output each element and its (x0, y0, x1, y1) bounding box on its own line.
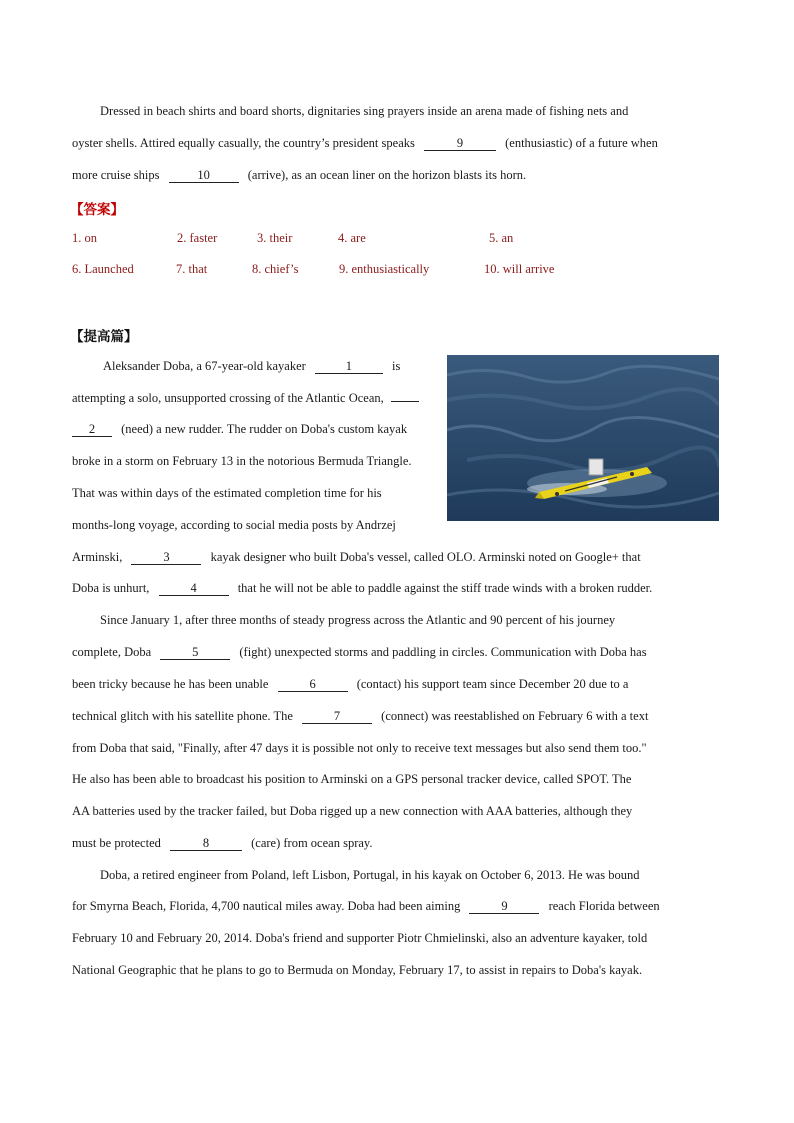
blank-3[interactable]: 3 (131, 550, 201, 565)
text: technical glitch with his satellite phone. The (72, 709, 293, 723)
answer-item: 5. an (489, 231, 514, 245)
text: must be protected (72, 836, 161, 850)
blank-1[interactable]: 1 (315, 359, 383, 374)
blank-2[interactable]: 2 (72, 422, 112, 437)
passage1-line2 (72, 135, 658, 151)
text: reach Florida between (548, 899, 660, 913)
answers-heading: 【答案】 (70, 202, 124, 218)
s2-line4: broke in a storm on February 13 in the notorious Bermuda Triangle. (72, 454, 412, 468)
s2-p3-line1: Doba, a retired engineer from Poland, left Lisbon, Portugal, in his kayak on October 6, 2013. He was bound (100, 868, 640, 882)
answer-item: 1. on (72, 231, 97, 245)
s2-p2-line8 (72, 835, 372, 851)
text: (fight) unexpected storms and paddling in circles. Communication with Doba has (239, 645, 647, 659)
answer-item: 10. will arrive (484, 262, 555, 276)
s2-line8 (72, 580, 652, 596)
s2-p2-line6: He also has been able to broadcast his position to Arminski on a GPS personal tracker device, called SPOT. The (72, 772, 632, 786)
s2-line7 (72, 549, 641, 565)
text: been tricky because he has been unable (72, 677, 269, 691)
ocean-kayak-image (447, 355, 719, 521)
s2-p2-line5: from Doba that said, "Finally, after 47 days it is possible not only to receive text messages but also send them too." (72, 741, 647, 755)
text: Doba is unhurt, (72, 581, 150, 595)
s2-p2-line2 (72, 644, 647, 660)
text: Arminski, (72, 550, 123, 564)
blank-9[interactable]: 9 (424, 136, 496, 151)
s2-p2-line4 (72, 708, 648, 724)
s2-p3-line4: National Geographic that he plans to go to Bermuda on Monday, February 17, to assist in repairs to Doba's kayak. (72, 963, 643, 977)
text: Aleksander Doba, a 67-year-old kayaker (103, 359, 306, 373)
s2-line1 (103, 358, 400, 374)
text: complete, Doba (72, 645, 152, 659)
passage1-line3 (72, 167, 526, 183)
s2-p3-line3: February 10 and February 20, 2014. Doba's friend and supporter Piotr Chmielinski, also an adventure kayaker, told (72, 931, 648, 945)
s2-p2-line7: AA batteries used by the tracker failed, but Doba rigged up a new connection with AAA batteries, although they (72, 804, 633, 818)
text: attempting a solo, unsupported crossing of the Atlantic Ocean, (72, 391, 384, 405)
text: (need) a new rudder. The rudder on Doba's custom kayak (121, 422, 408, 436)
blank-4[interactable]: 4 (159, 581, 229, 596)
answer-item: 8. chief’s (252, 262, 299, 276)
text: more cruise ships (72, 168, 160, 182)
kayak-photo (447, 355, 719, 521)
section-heading: 【提高篇】 (70, 329, 138, 345)
s2-line3 (72, 421, 407, 437)
blank-10[interactable]: 10 (169, 168, 239, 183)
text: (enthusiastic) of a future when (505, 136, 658, 150)
text: (connect) was reestablished on February 6 with a text (381, 709, 649, 723)
text: (contact) his support team since December 20 due to a (356, 677, 629, 691)
blank-8[interactable]: 8 (170, 836, 242, 851)
blank-6[interactable]: 6 (278, 677, 348, 692)
answer-item: 3. their (257, 231, 293, 245)
answer-item: 6. Launched (72, 262, 134, 276)
text: oyster shells. Attired equally casually, the country’s president speaks (72, 136, 415, 150)
text: is (392, 359, 401, 373)
blank-7[interactable]: 7 (302, 709, 372, 724)
blank-9b[interactable]: 9 (469, 899, 539, 914)
s2-line6: months-long voyage, according to social media posts by Andrzej (72, 518, 396, 532)
text: that he will not be able to paddle against the stiff trade winds with a broken rudder. (237, 581, 653, 595)
answer-item: 4. are (338, 231, 366, 245)
s2-p3-line2 (72, 898, 660, 914)
answer-item: 9. enthusiastically (339, 262, 430, 276)
s2-p2-line3 (72, 676, 628, 692)
s2-line2 (72, 390, 419, 406)
text: (arrive), as an ocean liner on the horizon blasts its horn. (247, 168, 527, 182)
text: for Smyrna Beach, Florida, 4,700 nautical miles away. Doba had been aiming (72, 899, 461, 913)
blank-2-start (391, 401, 419, 402)
text: kayak designer who built Doba's vessel, called OLO. Arminski noted on Google+ that (210, 550, 641, 564)
answer-item: 2. faster (177, 231, 218, 245)
blank-5[interactable]: 5 (160, 645, 230, 660)
text: (care) from ocean spray. (251, 836, 373, 850)
passage1-line1: Dressed in beach shirts and board shorts, dignitaries sing prayers inside an arena made of fishing nets and (100, 104, 629, 118)
answer-item: 7. that (176, 262, 208, 276)
s2-line5: That was within days of the estimated completion time for his (72, 486, 382, 500)
s2-p2-line1: Since January 1, after three months of steady progress across the Atlantic and 90 percent of his journey (100, 613, 616, 627)
